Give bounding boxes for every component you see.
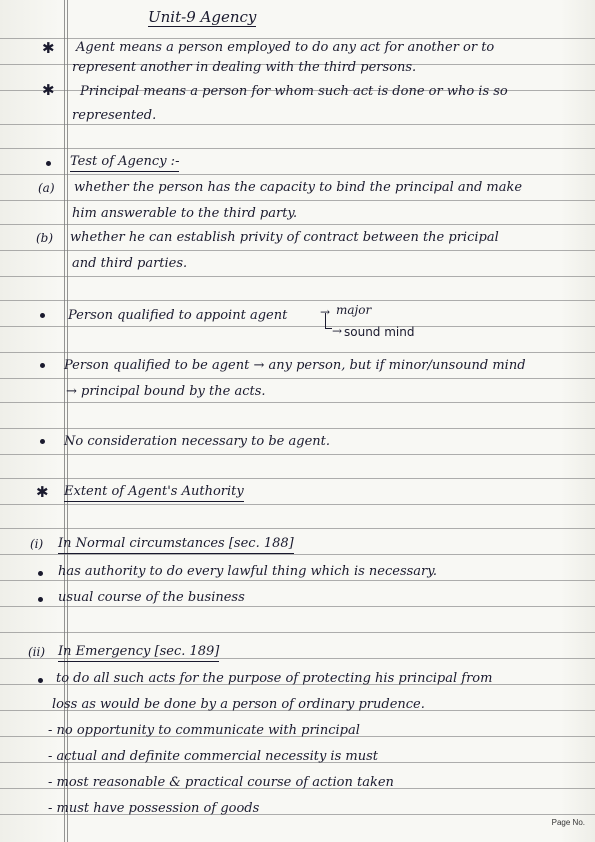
emergency-line-6: - must have possession of goods — [48, 801, 260, 816]
asterisk-icon: ✱ — [42, 39, 55, 57]
major-label: major — [336, 303, 372, 317]
ruled-line — [0, 124, 595, 125]
arrow-icon: → — [332, 324, 343, 338]
principal-definition-line-1: Principal means a person for whom such act is done or who is so — [80, 84, 508, 99]
ruled-line — [0, 250, 595, 251]
page-number-label: Page No. — [551, 818, 585, 827]
consideration-text: No consideration necessary to be agent. — [64, 434, 330, 449]
bullet-icon — [40, 439, 45, 444]
ruled-line — [0, 478, 595, 479]
page-title: Unit-9 Agency — [148, 8, 257, 26]
ruled-line — [0, 554, 595, 555]
test-a-line-1: whether the person has the capacity to bind the principal and make — [74, 180, 523, 195]
qualified-agent-line-2: → principal bound by the acts. — [66, 384, 266, 399]
marker-i: (i) — [30, 537, 44, 551]
asterisk-icon: ✱ — [36, 483, 49, 501]
emergency-line-4: - actual and definite commercial necessity is must — [48, 749, 378, 764]
ruled-line — [0, 528, 595, 529]
emergency-line-1: to do all such acts for the purpose of protecting his principal from — [56, 671, 493, 686]
bullet-icon — [46, 161, 51, 166]
bullet-icon — [38, 597, 43, 602]
normal-line-2: usual course of the business — [58, 590, 245, 605]
ruled-line — [0, 38, 595, 39]
ruled-line — [0, 402, 595, 403]
ruled-line — [0, 454, 595, 455]
agent-definition-line-1: Agent means a person employed to do any act for another or to — [76, 40, 495, 55]
test-b-line-2: and third parties. — [72, 256, 188, 271]
ruled-line — [0, 428, 595, 429]
ruled-line — [0, 580, 595, 581]
qualified-agent-line-1: Person qualified to be agent → any person, but if minor/unsound mind — [64, 358, 526, 373]
ruled-line — [0, 300, 595, 301]
bullet-icon — [40, 363, 45, 368]
ruled-line — [0, 148, 595, 149]
marker-ii: (ii) — [28, 645, 46, 659]
asterisk-icon: ✱ — [42, 81, 55, 99]
emergency-line-5: - most reasonable & practical course of action taken — [48, 775, 394, 790]
test-a-line-2: him answerable to the third party. — [72, 206, 298, 221]
marker-a: (a) — [38, 181, 55, 195]
ruled-line — [0, 378, 595, 379]
ruled-line — [0, 276, 595, 277]
ruled-line — [0, 224, 595, 225]
ruled-line — [0, 326, 595, 327]
sound-mind-label: sound mind — [344, 325, 415, 339]
normal-line-1: has authority to do every lawful thing which is necessary. — [58, 564, 438, 579]
emergency-line-3: - no opportunity to communicate with principal — [48, 723, 360, 738]
emergency-line-2: loss as would be done by a person of ordinary prudence. — [52, 697, 425, 712]
bullet-icon — [38, 678, 43, 683]
test-heading: Test of Agency :- — [70, 154, 179, 172]
arrow-icon: → — [320, 305, 331, 319]
principal-definition-line-2: represented. — [72, 108, 157, 123]
normal-heading: In Normal circumstances [sec. 188] — [58, 536, 294, 554]
ruled-line — [0, 352, 595, 353]
qualified-appoint: Person qualified to appoint agent — [68, 308, 288, 323]
test-b-line-1: whether he can establish privity of contract between the pricipal — [70, 230, 499, 245]
branch-icon — [325, 313, 332, 329]
agent-definition-line-2: represent another in dealing with the third persons. — [72, 60, 417, 75]
ruled-line — [0, 632, 595, 633]
bullet-icon — [40, 313, 45, 318]
ruled-line — [0, 200, 595, 201]
ruled-line — [0, 504, 595, 505]
ruled-line — [0, 606, 595, 607]
margin-line — [64, 0, 65, 842]
margin-line — [67, 0, 68, 842]
ruled-line — [0, 174, 595, 175]
bullet-icon — [38, 571, 43, 576]
marker-b: (b) — [36, 231, 54, 245]
extent-heading: Extent of Agent's Authority — [64, 484, 244, 502]
emergency-heading: In Emergency [sec. 189] — [58, 644, 219, 662]
